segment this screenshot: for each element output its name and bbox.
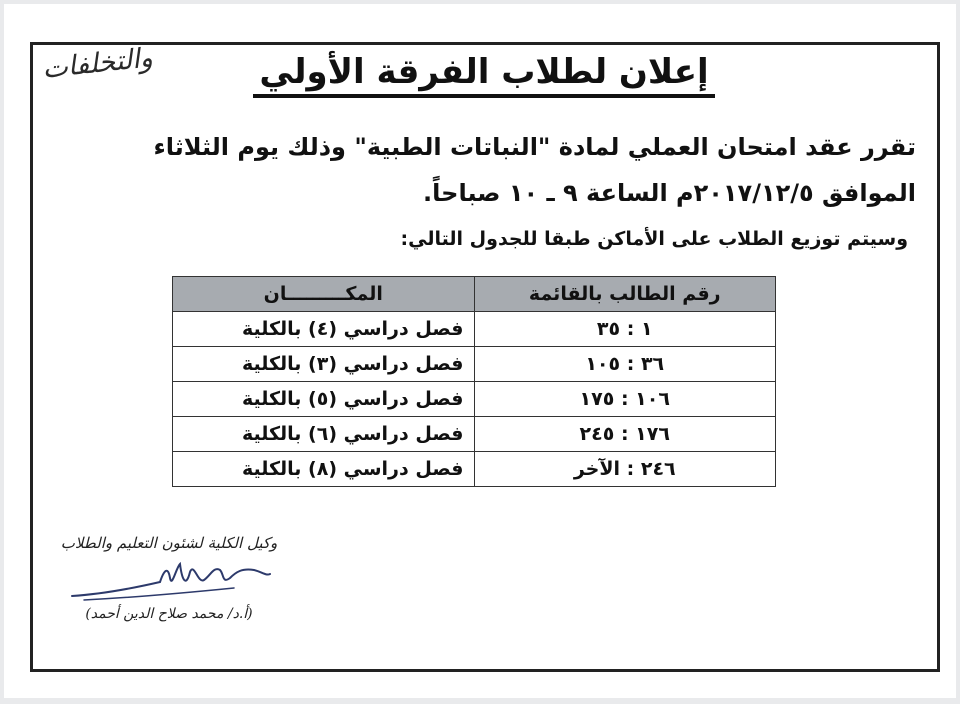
cell-range: ٣٦ : ١٠٥ [474,347,776,382]
seating-table [172,276,776,487]
distribution-note: وسيتم توزيع الطلاب على الأماكن طبقا للجدول التالي: [400,228,908,250]
table-row [173,347,776,382]
cell-place: فصل دراسي (٣) بالكلية [173,347,475,382]
cell-range: ١٧٦ : ٢٤٥ [474,417,776,452]
cell-place: فصل دراسي (٨) بالكلية [173,452,475,487]
table-row [173,382,776,417]
header-range: رقم الطالب بالقائمة [474,277,776,312]
table-row [173,312,776,347]
cell-place: فصل دراسي (٤) بالكلية [173,312,475,347]
signature-block [44,534,294,622]
table-row [173,417,776,452]
cell-place: فصل دراسي (٥) بالكلية [173,382,475,417]
handwritten-note: والتخلفات [40,42,155,85]
announcement-title [204,52,764,92]
signatory-name: (أ.د/ محمد صلاح الدين أحمد) [85,606,253,622]
handwritten-signature [64,558,274,604]
title-text: إعلان لطلاب الفرقة الأولي [253,52,714,98]
table-header-row [173,277,776,312]
announcement-sheet [4,4,956,698]
exam-paragraph: تقرر عقد امتحان العملي لمادة "النباتات الطبية" وذلك يوم الثلاثاء الموافق ٢٠١٧/١٢/٥م الساعة ٩ ـ ١٠ صباحاً. [153,133,916,207]
cell-place: فصل دراسي (٦) بالكلية [173,417,475,452]
header-place: المكـــــــــان [173,277,475,312]
cell-range: ١ : ٣٥ [474,312,776,347]
cell-range: ١٠٦ : ١٧٥ [474,382,776,417]
signatory-title: وكيل الكلية لشئون التعليم والطلاب [60,534,278,552]
table-row [173,452,776,487]
cell-range: ٢٤٦ : الآخر [474,452,776,487]
